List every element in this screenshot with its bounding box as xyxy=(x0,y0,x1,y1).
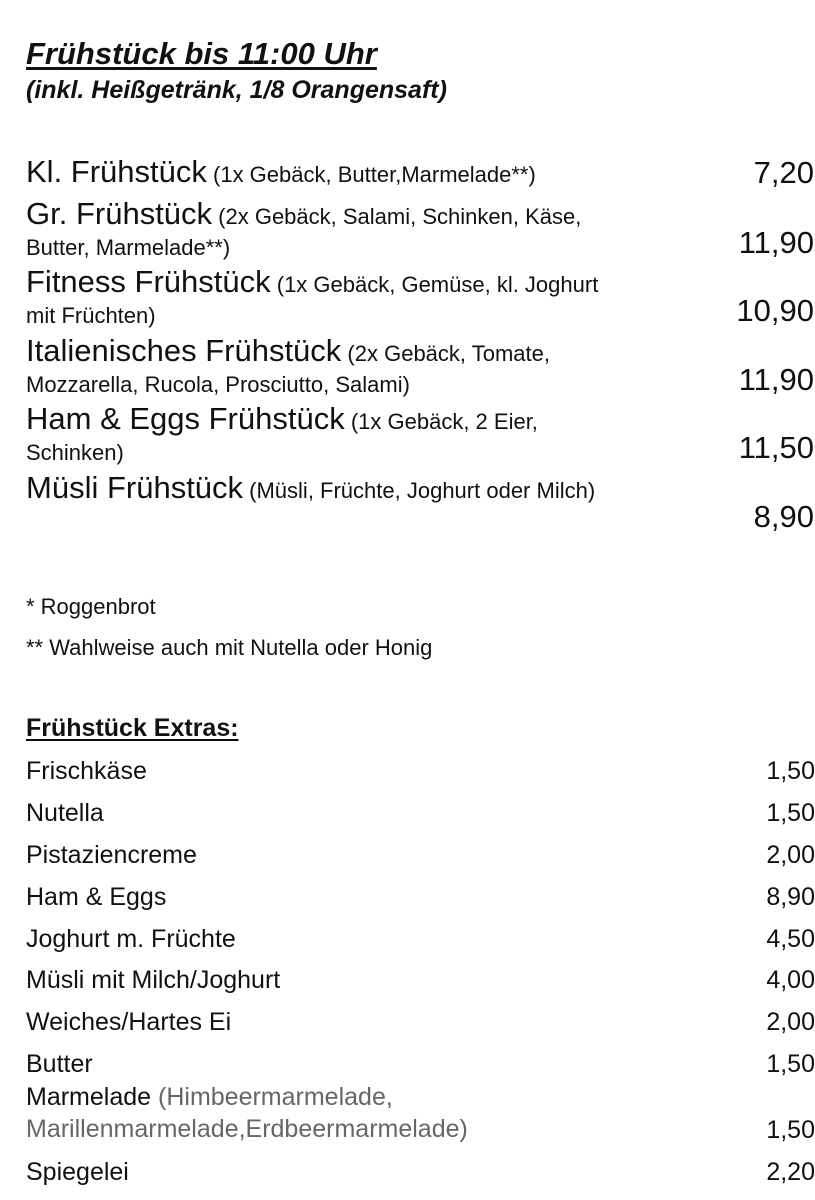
breakfast-item xyxy=(26,197,626,263)
item-name: Gr. Frühstück xyxy=(26,196,213,231)
extra-price: 2,20 xyxy=(766,1158,815,1186)
item-price: 11,50 xyxy=(738,430,814,465)
extra-name: Müsli mit Milch/Joghurt xyxy=(26,966,281,994)
extras-title: Frühstück Extras: xyxy=(26,714,239,742)
extra-name: Spiegelei xyxy=(26,1158,129,1186)
extra-price: 1,50 xyxy=(766,757,815,785)
extra-name: Joghurt m. Früchte xyxy=(26,925,236,953)
breakfast-item xyxy=(26,334,646,400)
extra-price: 1,50 xyxy=(766,1050,815,1078)
item-name: Kl. Frühstück xyxy=(26,154,207,189)
item-desc: (1x Gebäck, Butter,Marmelade**) xyxy=(206,162,536,187)
extra-name: Butter xyxy=(26,1050,93,1078)
breakfast-item xyxy=(26,402,626,468)
extra-name: Marmelade xyxy=(26,1083,152,1111)
breakfast-item xyxy=(26,471,626,506)
item-desc: (Müsli, Früchte, Joghurt oder Milch) xyxy=(243,478,596,503)
footnote-nutella-honig: ** Wahlweise auch mit Nutella oder Honig xyxy=(26,635,433,660)
extra-desc-line2: Marillenmarmelade,Erdbeermarmelade) xyxy=(26,1115,468,1143)
extra-price: 4,00 xyxy=(766,966,815,994)
item-desc: (2x Gebäck, Salami, Schinken, Käse, Butter, Marmelade**) xyxy=(26,204,582,260)
item-price: 8,90 xyxy=(753,499,814,534)
breakfast-item xyxy=(26,154,814,190)
extra-price: 1,50 xyxy=(766,1116,815,1144)
item-desc: (1x Gebäck, Gemüse, kl. Joghurt mit Früchten) xyxy=(26,272,599,328)
menu-title: Frühstück bis 11:00 Uhr xyxy=(26,36,377,71)
item-price: 11,90 xyxy=(738,362,814,397)
item-desc: (2x Gebäck, Tomate, Mozzarella, Rucola, Prosciutto, Salami) xyxy=(26,341,551,397)
item-name: Müsli Frühstück xyxy=(26,470,244,505)
extra-price: 4,50 xyxy=(766,925,815,953)
item-name: Italienisches Frühstück xyxy=(26,333,342,368)
item-price: 11,90 xyxy=(738,225,814,260)
item-desc: (1x Gebäck, 2 Eier, Schinken) xyxy=(26,409,538,465)
item-price: 10,90 xyxy=(736,293,814,328)
extra-price: 2,00 xyxy=(766,841,815,869)
breakfast-item xyxy=(26,265,626,331)
extra-name: Weiches/Hartes Ei xyxy=(26,1008,232,1036)
footnote-roggenbrot: * Roggenbrot xyxy=(26,594,156,619)
menu-subtitle: (inkl. Heißgetränk, 1/8 Orangensaft) xyxy=(26,76,447,104)
extra-name: Frischkäse xyxy=(26,757,147,785)
extra-desc: (Himbeermarmelade, xyxy=(151,1083,393,1111)
item-name: Ham & Eggs Frühstück xyxy=(26,401,345,436)
item-price: 7,20 xyxy=(753,155,814,190)
extra-price: 2,00 xyxy=(766,1008,815,1036)
extra-name: Pistaziencreme xyxy=(26,841,197,869)
item-name: Fitness Frühstück xyxy=(26,264,271,299)
extra-row xyxy=(26,1081,815,1147)
extra-name: Ham & Eggs xyxy=(26,883,167,911)
extra-name: Nutella xyxy=(26,799,104,827)
extra-price: 8,90 xyxy=(766,883,815,911)
extra-price: 1,50 xyxy=(766,799,815,827)
